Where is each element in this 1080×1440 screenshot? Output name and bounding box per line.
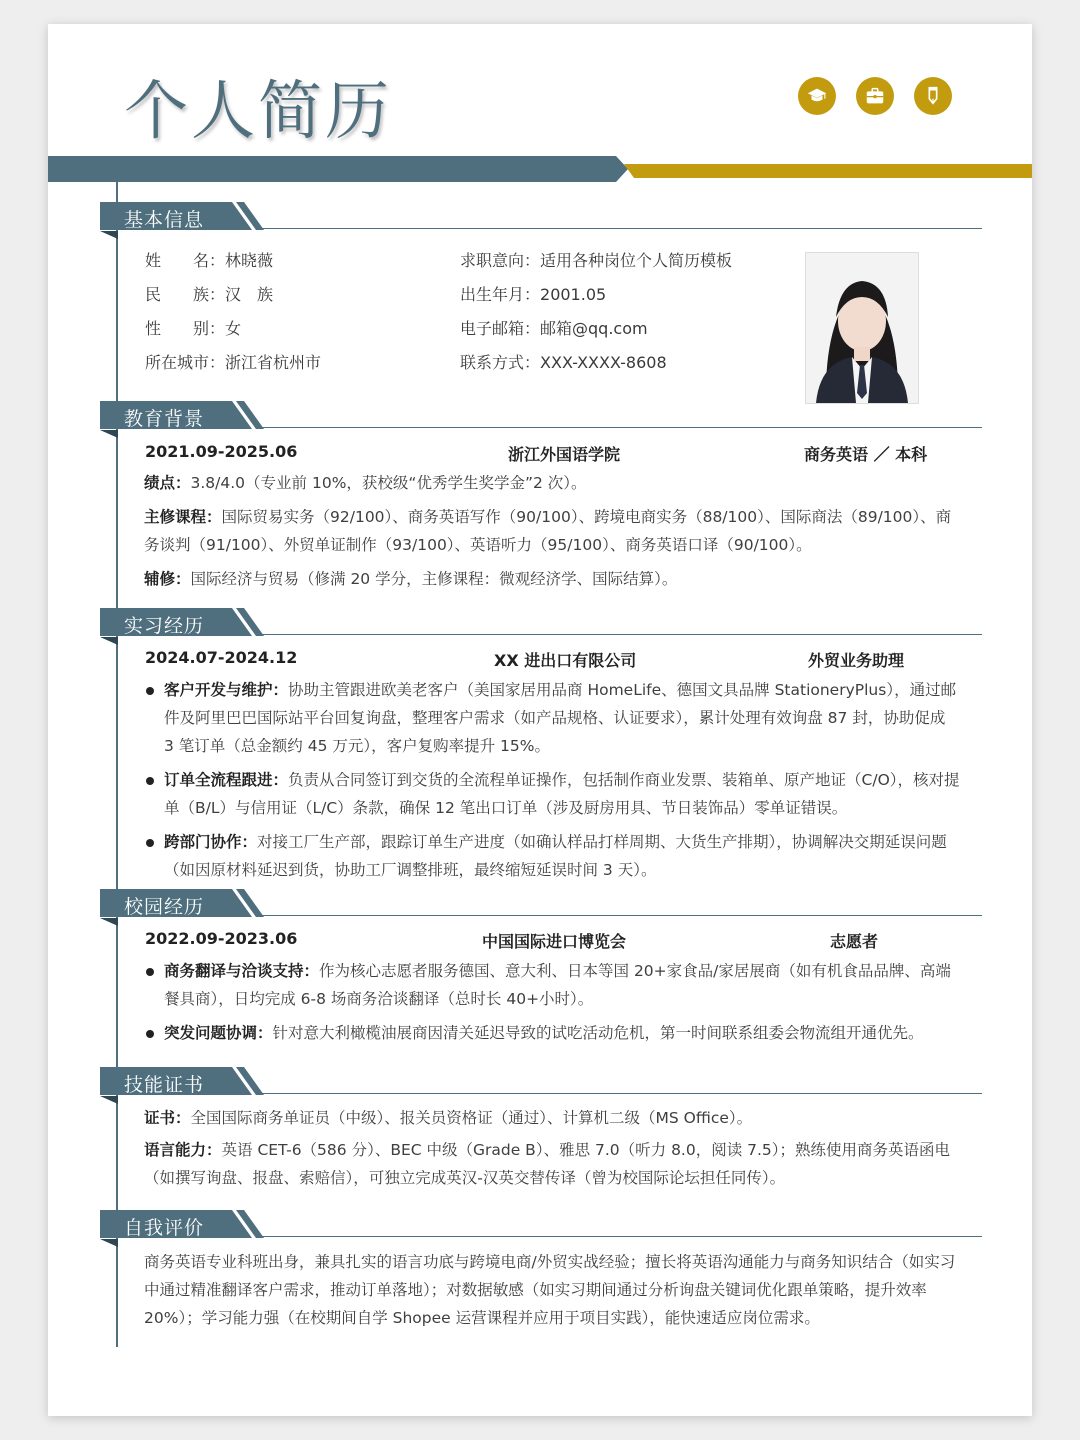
section-header bbox=[100, 889, 980, 923]
section-divider bbox=[260, 1236, 982, 1237]
education-period: 2021.09-2025.06 bbox=[145, 442, 298, 461]
timeline-line bbox=[116, 182, 118, 1347]
resume-title: 个人简历 bbox=[124, 75, 392, 149]
campus-item bbox=[144, 1019, 960, 1047]
item-text: 作为核心志愿者服务德国、意大利、日本等国 20+家食品/家居展商（如有机食品品牌、高端餐具商），日均完成 6-8 场商务洽谈翻译（总时长 40+小时）。 bbox=[164, 962, 951, 1008]
item-label: 订单全流程跟进： bbox=[164, 771, 289, 789]
bullet-dot bbox=[146, 687, 154, 695]
city-row bbox=[145, 350, 321, 373]
briefcase-icon bbox=[856, 77, 894, 115]
birth-value: 2001.05 bbox=[540, 285, 607, 304]
name-label: 姓 名： bbox=[145, 251, 226, 270]
gender-value: 女 bbox=[225, 319, 242, 338]
intent-value: 适用各种岗位个人简历模板 bbox=[540, 251, 733, 270]
section-divider bbox=[260, 634, 982, 635]
campus-item bbox=[144, 957, 960, 1013]
section-self bbox=[100, 1210, 980, 1244]
resume-page bbox=[48, 24, 1032, 1416]
section-divider bbox=[260, 427, 982, 428]
section-header bbox=[100, 608, 980, 642]
bullet-dot bbox=[146, 777, 154, 785]
phone-label: 联系方式： bbox=[460, 353, 541, 372]
internship-role: 外贸业务助理 bbox=[808, 651, 905, 670]
cert-label: 证书： bbox=[144, 1109, 191, 1127]
campus-role: 志愿者 bbox=[830, 932, 879, 951]
phone-value: XXX-XXXX-8608 bbox=[540, 353, 667, 372]
header-band bbox=[48, 156, 1032, 182]
profile-photo bbox=[805, 252, 919, 404]
section-fold bbox=[100, 1239, 118, 1247]
internship-period: 2024.07-2024.12 bbox=[145, 648, 298, 667]
internship-company: XX 进出口有限公司 bbox=[494, 651, 637, 670]
section-education bbox=[100, 401, 980, 435]
bullet-dot bbox=[146, 1030, 154, 1038]
email-label: 电子邮箱： bbox=[460, 319, 541, 338]
intent-row bbox=[460, 248, 732, 271]
intent-label: 求职意向： bbox=[460, 251, 541, 270]
campus-period: 2022.09-2023.06 bbox=[145, 929, 298, 948]
item-label: 客户开发与维护： bbox=[164, 681, 289, 699]
section-divider bbox=[260, 915, 982, 916]
section-title: 自我评价 bbox=[124, 1217, 205, 1239]
section-divider bbox=[260, 1093, 982, 1094]
internship-item bbox=[144, 828, 960, 884]
name-value: 林晓薇 bbox=[225, 251, 274, 270]
section-header bbox=[100, 401, 980, 435]
internship-item bbox=[144, 766, 960, 822]
gender-row bbox=[145, 316, 241, 339]
section-title: 教育背景 bbox=[124, 408, 205, 430]
education-gpa bbox=[144, 469, 960, 497]
item-label: 商务翻译与洽谈支持： bbox=[164, 962, 320, 980]
courses-label: 主修课程： bbox=[144, 508, 222, 526]
gpa-value: 3.8/4.0（专业前 10%，获校级“优秀学生奖学金”2 次）。 bbox=[190, 474, 587, 492]
item-text: 负责从合同签订到交货的全流程单证操作，包括制作商业发票、装箱单、原产地证（C/O），核对提单（B/L）与信用证（L/C）条款，确保 12 笔出口订单（涉及厨房用具、节日装饰品）零单证错误。 bbox=[164, 771, 960, 817]
section-fold bbox=[100, 918, 118, 926]
section-skills bbox=[100, 1067, 980, 1101]
city-label: 所在城市： bbox=[145, 353, 226, 372]
section-title: 校园经历 bbox=[124, 896, 205, 918]
section-header bbox=[100, 1067, 980, 1101]
section-title: 技能证书 bbox=[124, 1074, 205, 1096]
name-row bbox=[145, 248, 273, 271]
section-fold bbox=[100, 637, 118, 645]
item-label: 突发问题协调： bbox=[164, 1024, 273, 1042]
item-text: 协助主管跟进欧美老客户（美国家居用品商 HomeLife、德国文具品牌 StationeryPlus），通过邮件及阿里巴巴国际站平台回复询盘，整理客户需求（如产品规格、认证要求），累计处理有效询盘 87 封，协助促成 3 笔订单（总金额约 45 万元），客户复购率提升 15%。 bbox=[164, 681, 957, 755]
courses-value: 国际贸易实务（92/100）、商务英语写作（90/100）、跨境电商实务（88/100）、国际商法（89/100）、商务谈判（91/100）、外贸单证制作（93/100）、英语听力（95/100）、商务英语口译（90/100）。 bbox=[144, 508, 952, 554]
section-campus bbox=[100, 889, 980, 923]
city-value: 浙江省杭州市 bbox=[225, 353, 322, 372]
education-minor bbox=[144, 565, 960, 593]
section-title: 实习经历 bbox=[124, 615, 205, 637]
email-row bbox=[460, 316, 648, 339]
bullet-dot bbox=[146, 968, 154, 976]
gpa-label: 绩点： bbox=[144, 474, 191, 492]
item-text: 针对意大利橄榄油展商因清关延迟导致的试吃活动危机，第一时间联系组委会物流组开通优先。 bbox=[272, 1024, 924, 1042]
lang-value: 英语 CET-6（586 分）、BEC 中级（Grade B）、雅思 7.0（听力 8.0，阅读 7.5）；熟练使用商务英语函电（如撰写询盘、报盘、索赔信），可独立完成英汉-汉英交替传译（曾为校国际论坛担任同传）。 bbox=[144, 1141, 951, 1187]
email-value: 邮箱@qq.com bbox=[540, 319, 648, 338]
education-school: 浙江外国语学院 bbox=[508, 445, 621, 464]
pen-icon bbox=[914, 77, 952, 115]
minor-value: 国际经济与贸易（修满 20 学分，主修课程：微观经济学、国际结算）。 bbox=[190, 570, 678, 588]
bullet-dot bbox=[146, 839, 154, 847]
campus-org: 中国国际进口博览会 bbox=[482, 932, 627, 951]
lang-label: 语言能力： bbox=[144, 1141, 222, 1159]
ethnicity-value: 汉 族 bbox=[225, 285, 274, 304]
item-text: 对接工厂生产部，跟踪订单生产进度（如确认样品打样周期、大货生产排期），协调解决交期延误问题（如因原材料延迟到货，协助工厂调整排班，最终缩短延误时间 3 天）。 bbox=[164, 833, 947, 879]
section-internship bbox=[100, 608, 980, 642]
phone-row bbox=[460, 350, 667, 373]
section-header bbox=[100, 1210, 980, 1244]
gender-label: 性 别： bbox=[145, 319, 226, 338]
skills-cert bbox=[144, 1104, 960, 1132]
minor-label: 辅修： bbox=[144, 570, 191, 588]
cert-value: 全国国际商务单证员（中级）、报关员资格证（通过）、计算机二级（MS Office）。 bbox=[190, 1109, 753, 1127]
item-label: 跨部门协作： bbox=[164, 833, 258, 851]
education-courses bbox=[144, 503, 960, 559]
section-basic bbox=[100, 202, 980, 236]
self-evaluation: 商务英语专业科班出身，兼具扎实的语言功底与跨境电商/外贸实战经验；擅长将英语沟通能力与商务知识结合（如实习中通过精准翻译客户需求，推动订单落地）；对数据敏感（如实习期间通过分析询盘关键词优化跟单策略，提升效率 20%）；学习能力强（在校期间自学 Shopee 运营课程并应用于项目实践），能快速适应岗位需求。 bbox=[144, 1253, 956, 1327]
skills-lang bbox=[144, 1136, 960, 1192]
birth-label: 出生年月： bbox=[460, 285, 541, 304]
ethnicity-row bbox=[145, 282, 273, 305]
birth-row bbox=[460, 282, 606, 305]
section-fold bbox=[100, 231, 118, 239]
ethnicity-label: 民 族： bbox=[145, 285, 226, 304]
section-fold bbox=[100, 1096, 118, 1104]
section-fold bbox=[100, 430, 118, 438]
section-title: 基本信息 bbox=[124, 209, 205, 231]
section-header bbox=[100, 202, 980, 236]
graduation-cap-icon bbox=[798, 77, 836, 115]
section-divider bbox=[260, 228, 982, 229]
education-major: 商务英语 ／ 本科 bbox=[804, 445, 928, 464]
internship-item bbox=[144, 676, 960, 760]
